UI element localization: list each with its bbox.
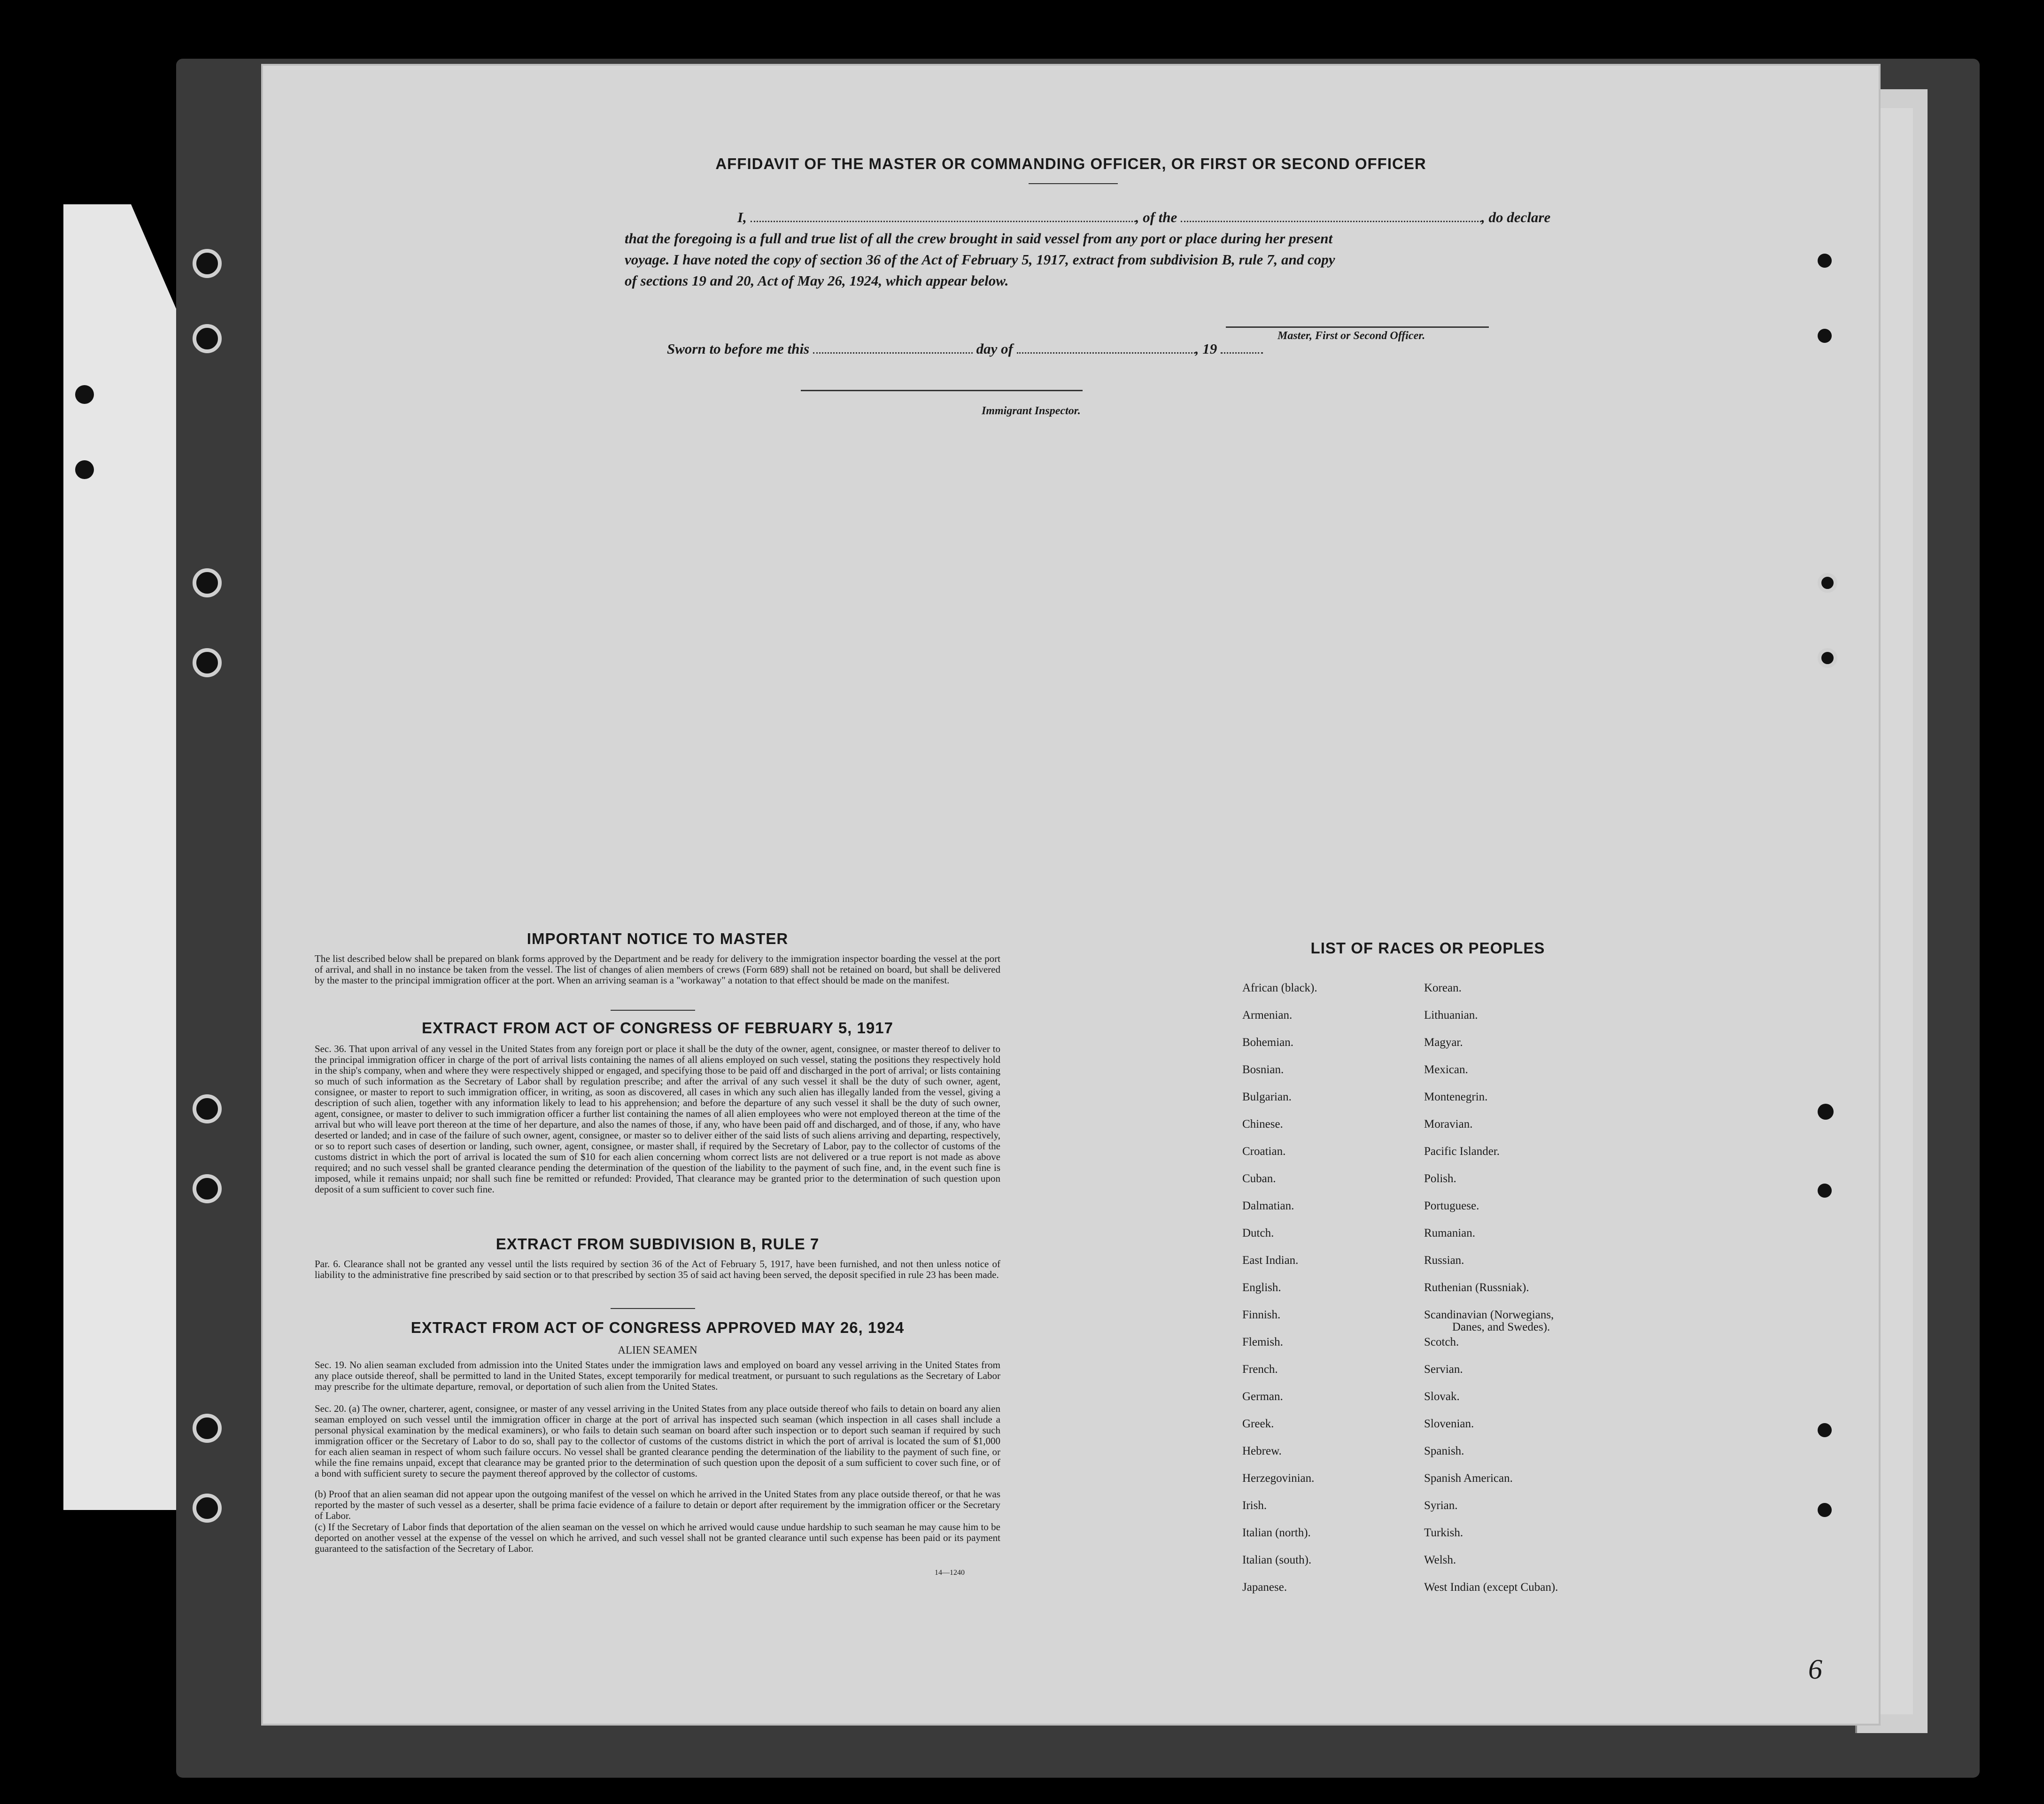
subdivision-title: EXTRACT FROM SUBDIVISION B, RULE 7 (496, 1235, 820, 1253)
affidavit-title: AFFIDAVIT OF THE MASTER OR COMMANDING OFFICER, OR FIRST OR SECOND OFFICER (715, 155, 1426, 172)
race-item: Croatian. (1242, 1145, 1286, 1158)
extract-1924-sec19: Sec. 19. No alien seaman excluded from admission into the United States under the immigration laws and employed on board any vessel arriving in the United States from any place outside thereof, shall be permitted to land in the United States, except temporarily for medical treatment, or pursuant to such regulations as the Secretary of Labor may prescribe for the ultimate departure, removal, or deportation of such alien from the United States. (315, 1359, 1000, 1392)
race-item: Moravian. (1424, 1118, 1473, 1130)
affidavit-i: I, (737, 209, 747, 225)
inspector-label: Immigrant Inspector. (982, 405, 1081, 417)
race-item: Rumanian. (1424, 1227, 1476, 1239)
race-item: Portuguese. (1424, 1200, 1479, 1212)
punch-hole (193, 1414, 222, 1443)
race-item: English. (1242, 1281, 1281, 1294)
punch-hole (193, 568, 222, 597)
extract-1924-sec20b: (b) Proof that an alien seaman did not appear upon the outgoing manifest of the vessel on which he arrived in the United States from any place outside thereof, or that he was reported by the master of such vessel as a deserter, shall be prima facie evidence of a failure to detain or deport after requirement by the immigration officer or the Secretary of Labor. (315, 1488, 1000, 1521)
inspector-signature-line (801, 390, 1083, 391)
race-item: Lithuanian. (1424, 1009, 1478, 1022)
binder-hole (75, 385, 94, 404)
race-item: Spanish American. (1424, 1472, 1513, 1485)
race-item: Slovak. (1424, 1390, 1460, 1403)
punch-hole (1818, 648, 1837, 668)
race-item: Russian. (1424, 1254, 1464, 1267)
vessel-blank (1181, 221, 1481, 222)
race-item: Greek. (1242, 1417, 1274, 1430)
race-item: Flemish. (1242, 1336, 1283, 1348)
punch-hole (193, 324, 222, 353)
underlying-sheet (1879, 108, 1913, 1714)
title-rule (1029, 183, 1118, 184)
extract-1924-subtitle: ALIEN SEAMEN (618, 1344, 697, 1356)
race-item: French. (1242, 1363, 1278, 1376)
race-item: Dalmatian. (1242, 1200, 1294, 1212)
name-blank (751, 221, 1136, 222)
punch-hole (193, 1174, 222, 1203)
notice-title: IMPORTANT NOTICE TO MASTER (526, 930, 789, 947)
race-item: Cuban. (1242, 1172, 1276, 1185)
race-item: Servian. (1424, 1363, 1463, 1376)
punch-hole (1818, 254, 1832, 268)
race-item: Herzegovinian. (1242, 1472, 1315, 1485)
master-signature-line (1226, 326, 1489, 328)
race-item: Chinese. (1242, 1118, 1283, 1130)
race-item: African (black). (1242, 982, 1317, 994)
affidavit-line3: voyage. I have noted the copy of section 36 of the Act of February 5, 1917, extract from subdivision B, rule 7, and copy (625, 251, 1335, 268)
punch-hole (1818, 1423, 1832, 1437)
race-item: Scandinavian (Norwegians, (1424, 1308, 1554, 1321)
punch-hole (193, 648, 222, 677)
race-item: Hebrew. (1242, 1445, 1282, 1457)
punch-hole (1818, 329, 1832, 343)
extract-1917-text: Sec. 36. That upon arrival of any vessel in the United States from any foreign port or place it shall be the duty of the owner, agent, consignee, or master thereof to deliver to the principal immigration officer in charge of the port of arrival lists containing the names of all aliens employed on such vessel, stating the positions they respectively hold in the ship's company, when and where they were respectively shipped or engaged, and specifying those to be paid off and discharged in the port of arrival; or lists containing so much of such information as the Secretary of Labor shall by regulation prescribe; and after the arrival of any such vessel it shall be the duty of such owner, agent, consignee, or master to report to such immigration officer, in writing, as soon as discovered, all cases in which any such alien has illegally landed from the vessel, giving a description of such alien, together with any information likely to lead to his apprehension; and before the departure of any such vessel it shall be the duty of such owner, agent, consignee, or master to deliver to such immigration officer a further list containing the names of all alien employees who were not employed thereon at the time of the arrival but who will leave port thereon at the time of her departure, and also the names of those, if any, who have been paid off and discharged, and of those, if any, who have deserted or landed; and in case of the failure of such owner, agent, consignee, or master so to deliver either of the said lists of such aliens arriving and departing, respectively, or so to report such cases of desertion or landing, such owner, agent, consignee, or master shall, if required by the Secretary of Labor, pay to the collector of customs of the customs district in which the port of arrival is located the sum of $10 for each alien concerning whom correct lists are not delivered or a true report is not made as above required; and no such vessel shall be granted clearance pending the determination of the question of the liability to the payment of such fine, and, in the event such fine is imposed, while it remains unpaid; nor shall such fine be remitted or refunded: Provided, That clearance may be granted prior to the determination of such question upon deposit of a sum sufficient to cover such fine. (315, 1043, 1000, 1195)
manifest-page (263, 66, 1879, 1724)
sworn-line (667, 341, 1263, 357)
punch-hole (1818, 1184, 1832, 1198)
race-item: Syrian. (1424, 1499, 1458, 1512)
affidavit-line1 (737, 209, 1789, 226)
race-item: Magyar. (1424, 1036, 1463, 1049)
race-item: Bulgarian. (1242, 1091, 1292, 1103)
race-item: Danes, and Swedes). (1452, 1321, 1550, 1333)
race-item: Finnish. (1242, 1308, 1281, 1321)
race-item: Bosnian. (1242, 1063, 1284, 1076)
form-number: 14—1240 (935, 1569, 965, 1577)
section-rule (611, 1308, 695, 1309)
punch-hole (1818, 1104, 1834, 1120)
extract-1924-title: EXTRACT FROM ACT OF CONGRESS APPROVED MAY 26, 1924 (410, 1319, 905, 1336)
race-item: Scotch. (1424, 1336, 1459, 1348)
race-item: Dutch. (1242, 1227, 1274, 1239)
section-rule (611, 1010, 695, 1011)
races-title: LIST OF RACES OR PEOPLES (1310, 939, 1545, 957)
sworn-year-blank (1221, 352, 1263, 354)
race-item: Mexican. (1424, 1063, 1468, 1076)
race-item: West Indian (except Cuban). (1424, 1581, 1558, 1594)
race-item: Pacific Islander. (1424, 1145, 1500, 1158)
punch-hole (193, 1494, 222, 1523)
punch-hole (1818, 1503, 1832, 1517)
subdivision-text: Par. 6. Clearance shall not be granted any vessel until the lists required by section 36 of the Act of February 5, 1917, have been furnished, and not then unless notice of liability to the administrative fine prescribed by said section or to that prescribed by section 35 of said act having been served, the deposit specified in rule 23 has been made. (315, 1258, 1000, 1280)
master-label: Master, First or Second Officer. (1278, 330, 1425, 342)
race-item: Bohemian. (1242, 1036, 1294, 1049)
affidavit-line4: of sections 19 and 20, Act of May 26, 1924, which appear below. (625, 272, 1009, 289)
race-item: Italian (north). (1242, 1526, 1311, 1539)
race-item: Montenegrin. (1424, 1091, 1488, 1103)
affidavit-of-the: , of the (1135, 209, 1177, 225)
sworn-month-blank (1017, 352, 1195, 354)
race-item: Irish. (1242, 1499, 1267, 1512)
sworn-day-of: day of (976, 341, 1013, 357)
punch-hole (193, 1094, 222, 1123)
sworn-prefix: Sworn to before me this (667, 341, 810, 357)
race-item: Turkish. (1424, 1526, 1463, 1539)
affidavit-declare: , do declare (1481, 209, 1551, 225)
race-item: Spanish. (1424, 1445, 1464, 1457)
punch-hole (193, 249, 222, 278)
affidavit-line2: that the foregoing is a full and true list of all the crew brought in said vessel from any port or place during her present (625, 230, 1333, 247)
race-item: German. (1242, 1390, 1283, 1403)
race-item: Armenian. (1242, 1009, 1293, 1022)
race-item: Slovenian. (1424, 1417, 1474, 1430)
punch-hole (1818, 573, 1837, 593)
extract-1924-sec20c: (c) If the Secretary of Labor finds that deportation of the alien seaman on the vessel on which he arrived would cause undue hardship to such seaman he may cause him to be deported on another vessel at the expense of the vessel on which he arrived, and such vessel shall not be granted clearance until such expense has been paid or its payment guaranteed to the satisfaction of the Secretary of Labor. (315, 1521, 1000, 1554)
race-item: Ruthenian (Russniak). (1424, 1281, 1529, 1294)
extract-1924-sec20a: Sec. 20. (a) The owner, charterer, agent, consignee, or master of any vessel arriving in the United States from any place outside thereof who fails to detain on board any alien seaman employed on such vessel until the immigration officer in charge at the port of arrival has inspected such seaman (which inspection in all cases shall include a personal physical examination by the medical examiners), or who fails to detain such seaman on board after such inspection or to deport such seaman if required by such immigration officer or the Secretary of Labor to do so, shall pay to the collector of customs of the customs district in which the port of arrival is located the sum of $1,000 for each alien seaman in respect of whom such failure occurs. No vessel shall be granted clearance pending the determination of the liability to the payment of such fine, or while the fine remains unpaid, except that clearance may be granted prior to the determination of such question upon the deposit of a sum sufficient to cover such fine, or of a bond with sufficient surety to secure the payment thereof approved by the collector of customs. (315, 1403, 1000, 1479)
extract-1917-title: EXTRACT FROM ACT OF CONGRESS OF FEBRUARY 5, 1917 (422, 1019, 893, 1037)
race-item: Polish. (1424, 1172, 1456, 1185)
race-item: Welsh. (1424, 1554, 1456, 1566)
sworn-year: , 19 (1195, 341, 1217, 357)
handwritten-page-number: 6 (1808, 1654, 1822, 1685)
sworn-day-blank (813, 352, 973, 354)
race-item: East Indian. (1242, 1254, 1299, 1267)
notice-text: The list described below shall be prepared on blank forms approved by the Department and be ready for delivery to the immigration inspector boarding the vessel at the port of arrival, and shall in no instance be taken from the vessel. The list of changes of alien members of crews (Form 689) shall not be retained on board, but shall be delivered by the master to the principal immigration officer at the port. When an arriving seaman is a "workaway" a notation to that effect should be made on the manifest. (315, 953, 1000, 986)
race-item: Italian (south). (1242, 1554, 1312, 1566)
race-item: Japanese. (1242, 1581, 1287, 1594)
race-item: Korean. (1424, 982, 1462, 994)
binder-hole (75, 460, 94, 479)
